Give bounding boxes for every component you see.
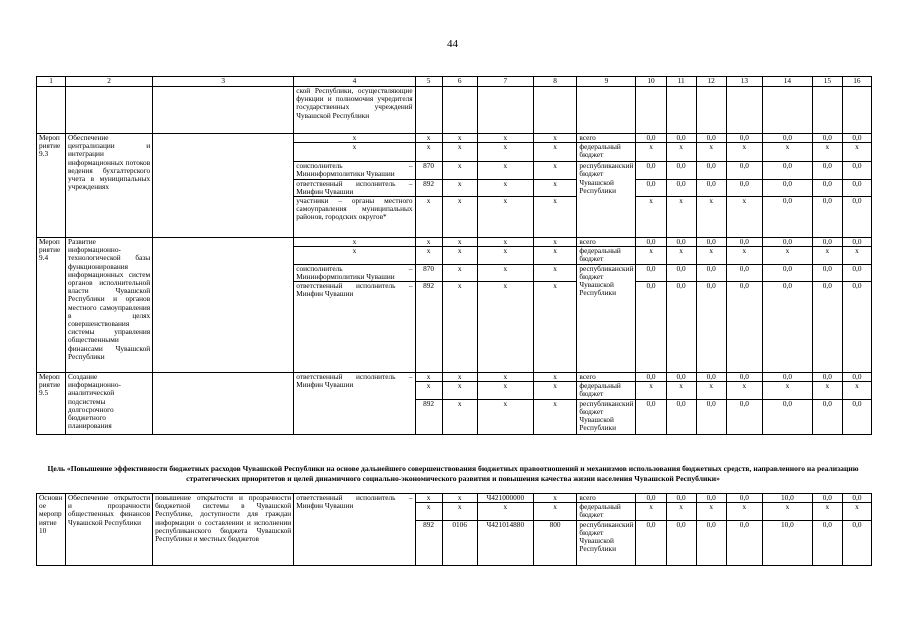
cell-value: 0,0 — [763, 282, 813, 373]
column-number: 5 — [415, 77, 442, 87]
cell-value: 0,0 — [763, 162, 813, 179]
cell-grbs: x — [415, 197, 442, 238]
cell-target: x — [477, 179, 533, 196]
column-number: 3 — [153, 77, 294, 87]
cell-target: x — [477, 134, 533, 143]
cell-value: 0,0 — [842, 179, 871, 196]
cell-value: x — [636, 197, 666, 238]
cell-value: 0,0 — [636, 264, 666, 281]
cell-value: 0,0 — [842, 134, 871, 143]
cell-grbs: 870 — [415, 264, 442, 281]
cell-value: 0,0 — [696, 282, 726, 373]
column-number: 16 — [842, 77, 871, 87]
cell-value: 0,0 — [636, 282, 666, 373]
cell-executor: ответственный исполнитель – Минфин Чувашии — [294, 494, 415, 566]
cell-source: всего — [577, 134, 636, 143]
column-number: 7 — [477, 77, 533, 87]
cell-value: 0,0 — [696, 264, 726, 281]
cell-value: 0,0 — [696, 134, 726, 143]
cell-value: 0,0 — [842, 238, 871, 247]
cell-value: 0,0 — [812, 197, 842, 238]
measure-description: Создание информационно-аналитической подсистемы долгосрочного бюджетного планирования — [66, 373, 153, 435]
cell-grbs: 892 — [415, 179, 442, 196]
cell-value: x — [696, 382, 726, 399]
cell-value: 10,0 — [763, 520, 813, 565]
cell-section: x — [442, 373, 477, 382]
measure-result: повышение открытости и прозрачности бюджетной системы в Чувашской Республике, доступности для граждан информации о составлении и исполнении республиканского бюджета Чувашской Республики и местных бюджетов — [153, 494, 294, 566]
cell-expense-type: x — [533, 382, 577, 399]
cell-executor: ответственный исполнитель – Минфин Чувашии — [294, 282, 415, 373]
cell-target: Ч421014880 — [477, 520, 533, 565]
cell-source: всего — [577, 238, 636, 247]
cell-source: всего — [577, 494, 636, 503]
cell-expense-type: x — [533, 494, 577, 503]
column-number: 4 — [294, 77, 415, 87]
cell-source: всего — [577, 373, 636, 382]
cell-value: x — [763, 247, 813, 264]
cell-value: 0,0 — [636, 134, 666, 143]
cell-value: 0,0 — [636, 162, 666, 179]
cell-value: 0,0 — [636, 373, 666, 382]
column-number: 12 — [696, 77, 726, 87]
cell-value: 0,0 — [696, 238, 726, 247]
cell-value: 0,0 — [812, 520, 842, 565]
budget-table-lower — [36, 493, 872, 566]
table-row — [37, 373, 872, 382]
cell-target: x — [477, 238, 533, 247]
cell-value: 0,0 — [842, 373, 871, 382]
cell-value: x — [696, 247, 726, 264]
cell-value: 0,0 — [812, 179, 842, 196]
cell-value: 10,0 — [763, 494, 813, 503]
cell-target: x — [477, 282, 533, 373]
cell-section: x — [442, 282, 477, 373]
cell-section: x — [442, 494, 477, 503]
cell-value: 0,0 — [726, 399, 762, 434]
cell-value: 0,0 — [666, 162, 696, 179]
cell-value: 0,0 — [763, 373, 813, 382]
cell-executor: соисполнитель – Мининформполитики Чувашии — [294, 162, 415, 179]
cell-empty — [477, 87, 533, 134]
cell-value: 0,0 — [763, 179, 813, 196]
cell-value: 0,0 — [696, 494, 726, 503]
cell-executor: x — [294, 247, 415, 264]
cell-expense-type: x — [533, 373, 577, 382]
cell-empty — [696, 87, 726, 134]
table-row — [37, 494, 872, 503]
cell-value: 0,0 — [842, 494, 871, 503]
cell-value: 0,0 — [666, 373, 696, 382]
cell-value: x — [636, 247, 666, 264]
measure-name: Мероприятие 9.4 — [37, 238, 66, 373]
cell-target: x — [477, 197, 533, 238]
cell-expense-type: x — [533, 282, 577, 373]
cell-value: 0,0 — [763, 197, 813, 238]
header-row — [37, 77, 872, 87]
cell-grbs: x — [415, 373, 442, 382]
cell-expense-type: x — [533, 197, 577, 238]
measure-description: Обеспечение централизации и интеграции информационных потоков ведения бухгалтерского учета в муниципальных учреждениях — [66, 134, 153, 238]
cell-value: 0,0 — [636, 520, 666, 565]
cell-executor: ответственный исполнитель – Минфин Чувашии — [294, 179, 415, 196]
cell-target: x — [477, 264, 533, 281]
cell-empty — [726, 87, 762, 134]
cell-expense-type: x — [533, 134, 577, 143]
cell-value: 0,0 — [666, 264, 696, 281]
cell-value: x — [636, 143, 666, 162]
cell-value: x — [842, 382, 871, 399]
cell-value: x — [726, 503, 762, 520]
cell-empty — [636, 87, 666, 134]
cell-section: x — [442, 264, 477, 281]
cell-section: x — [442, 179, 477, 196]
cell-grbs: x — [415, 238, 442, 247]
cell-value: x — [666, 503, 696, 520]
measure-name: Основное мероприятие 10 — [37, 494, 66, 566]
column-number: 14 — [763, 77, 813, 87]
cell-value: 0,0 — [812, 494, 842, 503]
cell-value: x — [696, 503, 726, 520]
cell-expense-type: 800 — [533, 520, 577, 565]
cell-source: республиканский бюджет Чувашской Республики — [577, 162, 636, 238]
cell-empty — [763, 87, 813, 134]
cell-section: x — [442, 143, 477, 162]
cell-value: x — [666, 143, 696, 162]
cell-target: x — [477, 399, 533, 434]
cell-expense-type: x — [533, 162, 577, 179]
cell-value: 0,0 — [726, 162, 762, 179]
cell-value: 0,0 — [726, 520, 762, 565]
cell-value: x — [763, 503, 813, 520]
cell-value: x — [842, 143, 871, 162]
cell-value: 0,0 — [812, 162, 842, 179]
cell-section: x — [442, 247, 477, 264]
cell-source: федеральный бюджет — [577, 247, 636, 264]
cell-value: 0,0 — [842, 162, 871, 179]
cell-value: 0,0 — [636, 238, 666, 247]
cell-value: x — [666, 382, 696, 399]
cell-value: 0,0 — [812, 134, 842, 143]
column-number: 9 — [577, 77, 636, 87]
cell-value: x — [696, 143, 726, 162]
cell-executor: x — [294, 238, 415, 247]
cell-grbs: 892 — [415, 399, 442, 434]
cell-value: 0,0 — [726, 373, 762, 382]
cell-value: 0,0 — [666, 399, 696, 434]
cell-grbs: x — [415, 134, 442, 143]
cell-executor: ответственный исполнитель – Минфин Чувашии — [294, 373, 415, 435]
cell-section: x — [442, 238, 477, 247]
cell-value: 0,0 — [812, 282, 842, 373]
cell-target: Ч421000000 — [477, 494, 533, 503]
cell-expense-type: x — [533, 264, 577, 281]
cell-expense-type: x — [533, 179, 577, 196]
cell-value: 0,0 — [726, 134, 762, 143]
cell-value: 0,0 — [636, 179, 666, 196]
cell-empty — [812, 87, 842, 134]
cell-value: x — [812, 382, 842, 399]
cell-value: 0,0 — [726, 494, 762, 503]
cell-source: федеральный бюджет — [577, 143, 636, 162]
cell-value: x — [666, 197, 696, 238]
cell-section: x — [442, 503, 477, 520]
cell-section: x — [442, 162, 477, 179]
cell-empty — [442, 87, 477, 134]
cell-value: 0,0 — [726, 264, 762, 281]
cell-grbs: 892 — [415, 282, 442, 373]
table-row — [37, 134, 872, 143]
cell-value: 0,0 — [696, 179, 726, 196]
cell-value: x — [812, 503, 842, 520]
column-number: 8 — [533, 77, 577, 87]
cell-empty — [415, 87, 442, 134]
cell-value: 0,0 — [666, 238, 696, 247]
budget-table-upper — [36, 76, 872, 435]
cell-executor: x — [294, 143, 415, 162]
cell-value: 0,0 — [666, 520, 696, 565]
cell-value: 0,0 — [666, 494, 696, 503]
cell-value: 0,0 — [636, 494, 666, 503]
cell-value: 0,0 — [696, 373, 726, 382]
cell-target: x — [477, 382, 533, 399]
column-number: 15 — [812, 77, 842, 87]
cell-value: x — [812, 143, 842, 162]
cell-value: 0,0 — [726, 238, 762, 247]
cell-executor: x — [294, 134, 415, 143]
cell-empty — [153, 87, 294, 134]
column-number: 2 — [66, 77, 153, 87]
cell-value: 0,0 — [842, 197, 871, 238]
cell-empty — [533, 87, 577, 134]
column-number: 11 — [666, 77, 696, 87]
cell-grbs: 892 — [415, 520, 442, 565]
cell-target: x — [477, 373, 533, 382]
cell-value: 0,0 — [842, 282, 871, 373]
cell-value: 0,0 — [812, 373, 842, 382]
cell-section: 0106 — [442, 520, 477, 565]
cell-value: x — [812, 247, 842, 264]
cell-source: республиканский бюджет Чувашской Республики — [577, 520, 636, 565]
cell-expense-type: x — [533, 399, 577, 434]
cell-executor: ской Республики, осуществляющие функции и полномочия учредителя государственных учреждений Чувашской Республики — [294, 87, 415, 134]
cell-source: федеральный бюджет — [577, 503, 636, 520]
cell-source: республиканский бюджет Чувашской Республики — [577, 399, 636, 434]
cell-empty — [666, 87, 696, 134]
cell-value: x — [763, 143, 813, 162]
measure-name: Мероприятие 9.5 — [37, 373, 66, 435]
cell-grbs: x — [415, 382, 442, 399]
cell-target: x — [477, 143, 533, 162]
column-number: 6 — [442, 77, 477, 87]
cell-value: x — [726, 197, 762, 238]
cell-value: 0,0 — [763, 264, 813, 281]
page-number: 44 — [447, 38, 458, 50]
cell-empty — [153, 134, 294, 238]
cell-target: x — [477, 247, 533, 264]
cell-section: x — [442, 134, 477, 143]
cell-source: федеральный бюджет — [577, 382, 636, 399]
cell-target: x — [477, 162, 533, 179]
cell-grbs: 870 — [415, 162, 442, 179]
cell-grbs: x — [415, 143, 442, 162]
column-number: 1 — [37, 77, 66, 87]
cell-value: 0,0 — [666, 179, 696, 196]
cell-value: x — [842, 503, 871, 520]
cell-value: 0,0 — [812, 399, 842, 434]
cell-empty — [153, 238, 294, 373]
cell-value: x — [763, 382, 813, 399]
cell-value: 0,0 — [842, 264, 871, 281]
cell-value: 0,0 — [763, 399, 813, 434]
cell-value: 0,0 — [763, 238, 813, 247]
cell-empty — [37, 87, 66, 134]
cell-expense-type: x — [533, 143, 577, 162]
cell-empty — [577, 87, 636, 134]
cell-value: 0,0 — [726, 282, 762, 373]
cell-grbs: x — [415, 247, 442, 264]
column-number: 13 — [726, 77, 762, 87]
cell-section: x — [442, 197, 477, 238]
cell-empty — [66, 87, 153, 134]
table-row — [37, 87, 872, 134]
cell-source: республиканский бюджет Чувашской Республики — [577, 264, 636, 372]
cell-value: 0,0 — [842, 520, 871, 565]
cell-value: 0,0 — [636, 399, 666, 434]
cell-value: 0,0 — [726, 179, 762, 196]
cell-value: x — [842, 247, 871, 264]
cell-expense-type: x — [533, 247, 577, 264]
cell-target: x — [477, 503, 533, 520]
cell-value: 0,0 — [696, 162, 726, 179]
cell-value: x — [696, 197, 726, 238]
cell-empty — [153, 373, 294, 435]
cell-value: x — [726, 247, 762, 264]
cell-value: 0,0 — [842, 399, 871, 434]
cell-value: 0,0 — [763, 134, 813, 143]
cell-expense-type: x — [533, 238, 577, 247]
measure-description: Развитие информационно-технологической базы функционирования информационных систем органов исполнительной власти Чувашской Республики и органов местного самоуправления в целях совершенствования системы управления общественными финансами Чувашской Республики — [66, 238, 153, 373]
cell-grbs: x — [415, 494, 442, 503]
goal-heading: Цель «Повышение эффективности бюджетных расходов Чувашской Республики на основе дальнейшего совершенствования бюджетных правоотношений и механизмов использования бюджетных средств, направленного на реализацию стратегических приоритетов и целей динамичного социально-экономического развития и повышения качества жизни населения Чувашской Республики» — [47, 464, 859, 483]
cell-executor: соисполнитель – Мининформполитики Чувашии — [294, 264, 415, 281]
measure-name: Мероприятие 9.3 — [37, 134, 66, 238]
cell-value: 0,0 — [696, 520, 726, 565]
cell-expense-type: x — [533, 503, 577, 520]
cell-executor: участники – органы местного самоуправления муниципальных районов, городских округов* — [294, 197, 415, 238]
cell-value: 0,0 — [666, 134, 696, 143]
measure-description: Обеспечение открытости и прозрачности общественных финансов Чувашской Республики — [66, 494, 153, 566]
cell-section: x — [442, 399, 477, 434]
table-row — [37, 238, 872, 247]
cell-value: x — [636, 382, 666, 399]
cell-value: 0,0 — [812, 264, 842, 281]
cell-empty — [842, 87, 871, 134]
column-number: 10 — [636, 77, 666, 87]
cell-value: 0,0 — [812, 238, 842, 247]
cell-value: x — [666, 247, 696, 264]
cell-grbs: x — [415, 503, 442, 520]
cell-value: x — [726, 143, 762, 162]
cell-value: x — [726, 382, 762, 399]
cell-section: x — [442, 382, 477, 399]
cell-value: x — [636, 503, 666, 520]
cell-value: 0,0 — [666, 282, 696, 373]
cell-value: 0,0 — [696, 399, 726, 434]
